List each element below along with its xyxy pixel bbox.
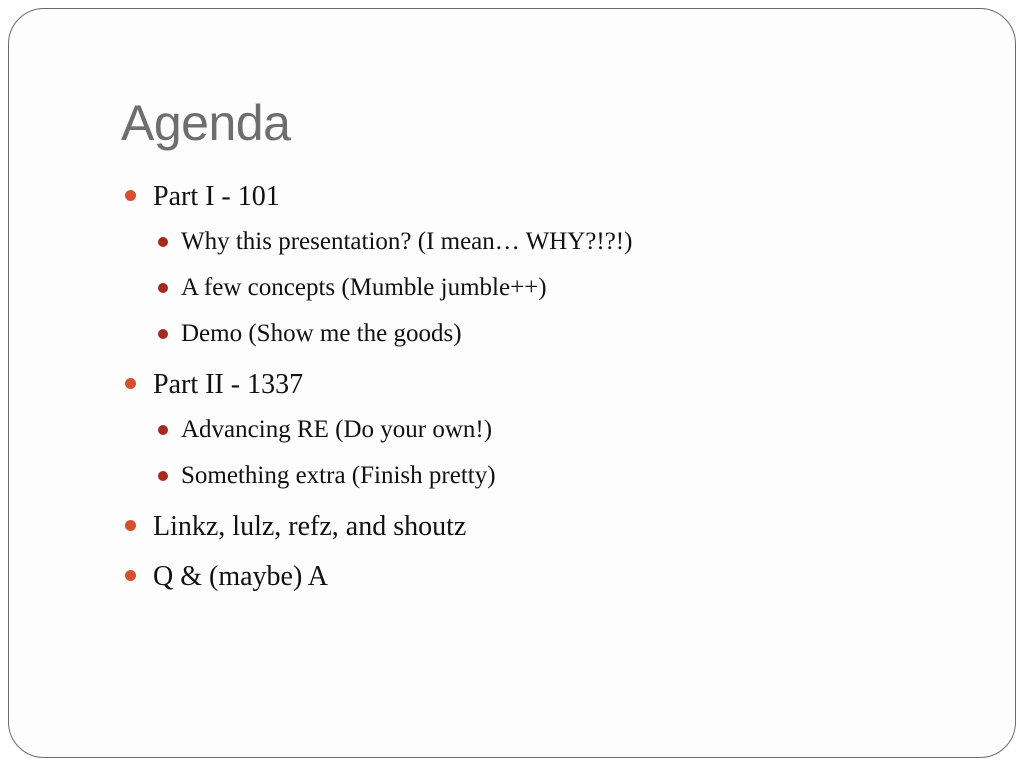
- agenda-subitem: [151, 407, 941, 453]
- bullet-dot-icon: [158, 425, 168, 435]
- bullet-dot-icon: [158, 329, 168, 339]
- agenda-list: [121, 175, 941, 599]
- agenda-item-part-1: [121, 175, 941, 357]
- agenda-subitem-label: Why this presentation? (I mean… WHY?!?!): [181, 228, 633, 255]
- agenda-item-label: Part I - 101: [153, 181, 280, 212]
- agenda-item-label: Part II - 1337: [153, 369, 304, 400]
- bullet-dot-icon: [158, 471, 168, 481]
- agenda-subitem: [151, 453, 941, 499]
- agenda-subitem-label: A few concepts (Mumble jumble++): [181, 274, 547, 301]
- bullet-dot-icon: [125, 190, 136, 201]
- agenda-subitem-label: Demo (Show me the goods): [181, 320, 462, 347]
- bullet-dot-icon: [125, 570, 136, 581]
- agenda-subitem-label: Something extra (Finish pretty): [181, 462, 496, 489]
- agenda-sublist: [151, 219, 941, 357]
- agenda-item-qa: [121, 555, 941, 599]
- agenda-subitem: [151, 311, 941, 357]
- agenda-subitem: [151, 219, 941, 265]
- agenda-item-links: [121, 505, 941, 549]
- agenda-item-label: Q & (maybe) A: [153, 561, 328, 592]
- agenda-item-part-2: [121, 363, 941, 499]
- agenda-subitem: [151, 265, 941, 311]
- agenda-sublist: [151, 407, 941, 499]
- bullet-dot-icon: [158, 237, 168, 247]
- agenda-item-label: Linkz, lulz, refz, and shoutz: [153, 511, 467, 542]
- bullet-dot-icon: [125, 378, 136, 389]
- bullet-dot-icon: [158, 283, 168, 293]
- slide-frame: [8, 8, 1016, 758]
- bullet-dot-icon: [125, 520, 136, 531]
- slide-title: Agenda: [121, 95, 291, 151]
- agenda-subitem-label: Advancing RE (Do your own!): [181, 416, 493, 443]
